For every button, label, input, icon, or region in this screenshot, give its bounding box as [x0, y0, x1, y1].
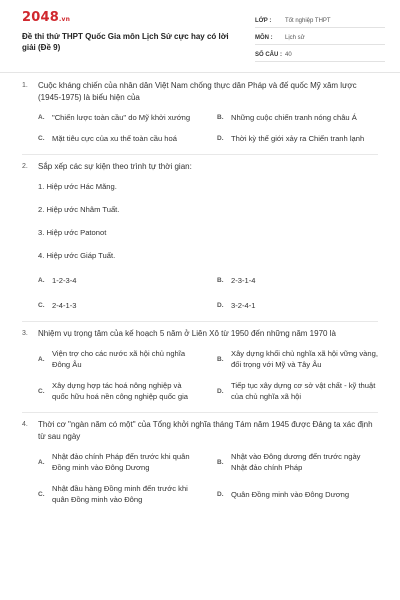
- option-text: 2-3-1-4: [231, 276, 256, 285]
- option-text: Xây dựng hợp tác hoá nông nghiệp và quốc hữu hoá nền công nghiệp quốc gia: [52, 381, 188, 401]
- question-number: 4.: [22, 421, 28, 428]
- question-list: [0, 80, 400, 505]
- question-2: [0, 161, 400, 322]
- answer-options: [38, 348, 378, 402]
- event-item: 3. Hiệp ước Patonot: [38, 228, 107, 237]
- option-text: Nhật đầu hàng Đồng minh đến trước khi quân Đồng minh vào Đông: [52, 484, 188, 504]
- question-divider: [22, 321, 378, 322]
- option-text: Viện trợ cho các nước xã hội chủ nghĩa Đông Âu: [52, 349, 186, 369]
- answer-options: [38, 112, 378, 144]
- question-number: 3.: [22, 330, 28, 337]
- option-text: 1-2-3-4: [52, 276, 77, 285]
- option-text: Tiếp tục xây dựng cơ sở vật chất - kỹ thuật của chủ nghĩa xã hội: [231, 381, 376, 401]
- meta-row-count: [255, 48, 385, 62]
- option-letter: A.: [38, 114, 45, 121]
- meta-value: 40: [285, 51, 292, 58]
- option-text: 2-4-1-3: [52, 301, 77, 310]
- logo-suffix: .vn: [58, 16, 71, 23]
- option-c[interactable]: [38, 300, 199, 311]
- option-letter: A.: [38, 458, 45, 466]
- meta-value: Lịch sử: [285, 34, 305, 41]
- question-number: 1.: [22, 82, 28, 89]
- question-text: Cuộc kháng chiến của nhân dân Việt Nam chống thực dân Pháp và đế quốc Mỹ xâm lược (1945-1975) là biểu hiện của: [38, 81, 357, 102]
- logo-text: 2048: [22, 10, 59, 25]
- exam-title: Đề thi thử THPT Quốc Gia môn Lịch Sử cực hay có lời giải (Đề 9): [22, 32, 229, 52]
- question-divider: [22, 154, 378, 155]
- meta-row-subject: [255, 31, 385, 45]
- meta-key: SỐ CÂU :: [255, 51, 282, 58]
- option-a[interactable]: [38, 275, 199, 286]
- question-text: Nhiệm vụ trọng tâm của kế hoạch 5 năm ở Liên Xô từ 1950 đến những năm 1970 là: [38, 329, 336, 338]
- option-letter: D.: [217, 135, 224, 142]
- option-a[interactable]: [38, 348, 199, 370]
- option-letter: A.: [38, 277, 45, 284]
- option-a[interactable]: [38, 112, 199, 123]
- option-text: Mặt tiêu cực của xu thế toàn cầu hoá: [52, 134, 177, 143]
- option-b[interactable]: [217, 348, 378, 370]
- option-letter: D.: [217, 387, 224, 395]
- option-letter: D.: [217, 302, 224, 309]
- event-item: 1. Hiệp ước Hác Măng.: [38, 182, 117, 191]
- answer-options: [38, 451, 378, 505]
- option-text: Thời kỳ thế giới xảy ra Chiến tranh lạnh: [231, 134, 365, 143]
- question-number: 2.: [22, 163, 28, 170]
- answer-options: [38, 275, 378, 311]
- meta-key: MÔN :: [255, 34, 273, 41]
- header: [0, 0, 400, 70]
- event-item: 2. Hiệp ước Nhâm Tuất.: [38, 205, 120, 214]
- option-letter: C.: [38, 302, 45, 309]
- option-b[interactable]: [217, 275, 378, 286]
- option-letter: A.: [38, 355, 45, 363]
- question-1: [0, 80, 400, 155]
- option-text: 3-2-4-1: [231, 301, 256, 310]
- option-letter: C.: [38, 135, 45, 142]
- option-letter: B.: [217, 458, 224, 466]
- option-d[interactable]: [217, 133, 378, 144]
- option-d[interactable]: [217, 483, 378, 505]
- option-c[interactable]: [38, 133, 199, 144]
- option-c[interactable]: [38, 380, 199, 402]
- question-3: [0, 328, 400, 413]
- event-item: 4. Hiệp ước Giáp Tuất.: [38, 251, 116, 260]
- exam-meta: [255, 14, 385, 65]
- option-text: Xây dựng khối chủ nghĩa xã hội vững vàng, đối trọng với Mỹ và Tây Âu: [231, 349, 378, 369]
- question-4: [0, 419, 400, 505]
- option-letter: C.: [38, 387, 45, 395]
- option-text: Nhật vào Đông dương đến trước ngày Nhật đảo chính Pháp: [231, 452, 361, 472]
- question-divider: [22, 412, 378, 413]
- option-text: "Chiến lược toàn cầu" do Mỹ khởi xướng: [52, 113, 191, 122]
- event-list: [38, 181, 378, 273]
- option-b[interactable]: [217, 451, 378, 473]
- header-divider: [0, 72, 400, 73]
- option-text: Nhật đảo chính Pháp đến trước khi quân Đồng minh vào Đông Dương: [52, 452, 190, 472]
- option-c[interactable]: [38, 483, 199, 505]
- option-text: Quân Đồng minh vào Đông Dương: [231, 489, 350, 499]
- option-a[interactable]: [38, 451, 199, 473]
- option-d[interactable]: [217, 300, 378, 311]
- option-d[interactable]: [217, 380, 378, 402]
- question-text: Sắp xếp các sự kiện theo trình tự thời gian:: [38, 162, 192, 171]
- option-letter: B.: [217, 355, 224, 363]
- option-letter: D.: [217, 490, 224, 498]
- option-letter: B.: [217, 277, 224, 284]
- question-text: Thời cơ "ngàn năm có một" của Tổng khởi nghĩa tháng Tám năm 1945 được Đảng ta xác định từ sau ngày: [38, 420, 373, 441]
- meta-row-class: [255, 14, 385, 28]
- meta-key: LỚP :: [255, 17, 272, 24]
- option-letter: C.: [38, 490, 45, 498]
- option-text: Những cuộc chiến tranh nóng châu Á: [231, 113, 357, 122]
- option-letter: B.: [217, 114, 224, 121]
- meta-value: Tốt nghiệp THPT: [285, 17, 331, 24]
- option-b[interactable]: [217, 112, 378, 123]
